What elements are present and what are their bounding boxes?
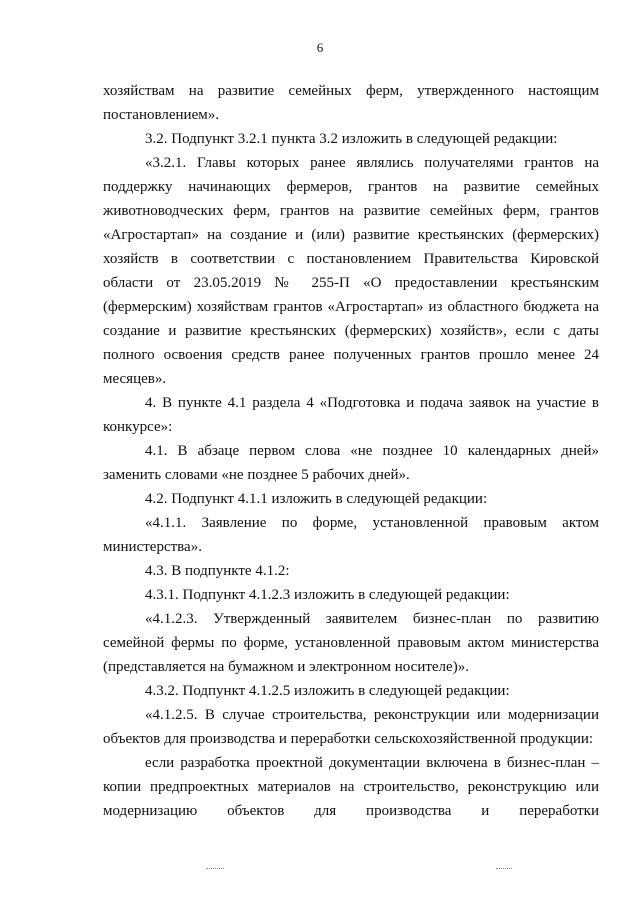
paragraph-project-docs: если разработка проектной документации включена в бизнес-план – копии предпроектных материалов на строительство, реконструкцию или модернизацию объектов для производства и переработки (103, 755, 599, 819)
footer-scan-mark-left (206, 868, 224, 870)
paragraph-item-4-2: 4.2. Подпункт 4.1.1 изложить в следующей редакции: (145, 491, 488, 507)
page-number: 6 (316, 40, 324, 55)
document-body (103, 79, 599, 823)
paragraph-item-4-1-2-3: «4.1.2.3. Утвержденный заявителем бизнес-план по развитию семейной фермы по форме, установленной правовым актом министерства (представляется на бумажном и электронном носителе)». (103, 611, 599, 675)
paragraph-continuation: хозяйствам на развитие семейных ферм, утвержденного настоящим постановлением». (103, 83, 599, 123)
footer-scan-mark-right (496, 868, 512, 870)
paragraph-item-4-1-2-5: «4.1.2.5. В случае строительства, реконструкции или модернизации объектов для производства и переработки сельскохозяйственной продукции: (103, 707, 599, 747)
paragraph-item-4-1: 4.1. В абзаце первом слова «не позднее 10 календарных дней» заменить словами «не позднее 5 рабочих дней». (103, 443, 599, 483)
paragraph-item-3-2-1: «3.2.1. Главы которых ранее являлись получателями грантов на поддержку начинающих фермеров, грантов на развитие семейных животноводческих ферм, грантов на развитие семейных ферм, грантов «Агростартап» на создание и (или) развитие крестьянских (фермерских) хозяйств в соответствии с постановлением Правительства Кировской области от 23.05.2019 № 255-П «О предоставлении крестьянским (фермерским) хозяйствам грантов «Агростартап» из областного бюджета на создание и развитие крестьянских (фермерских) хозяйств», если с даты полного освоения средств ранее полученных грантов прошло менее 24 месяцев». (103, 155, 599, 387)
paragraph-item-4-3-1: 4.3.1. Подпункт 4.1.2.3 изложить в следующей редакции: (145, 587, 510, 603)
paragraph-item-4-3: 4.3. В подпункте 4.1.2: (145, 563, 290, 579)
paragraph-item-4: 4. В пункте 4.1 раздела 4 «Подготовка и подача заявок на участие в конкурсе»: (103, 395, 599, 435)
paragraph-item-4-3-2: 4.3.2. Подпункт 4.1.2.5 изложить в следующей редакции: (145, 683, 510, 699)
paragraph-item-3-2: 3.2. Подпункт 3.2.1 пункта 3.2 изложить в следующей редакции: (145, 131, 558, 147)
paragraph-item-4-1-1: «4.1.1. Заявление по форме, установленной правовым актом министерства». (103, 515, 599, 555)
